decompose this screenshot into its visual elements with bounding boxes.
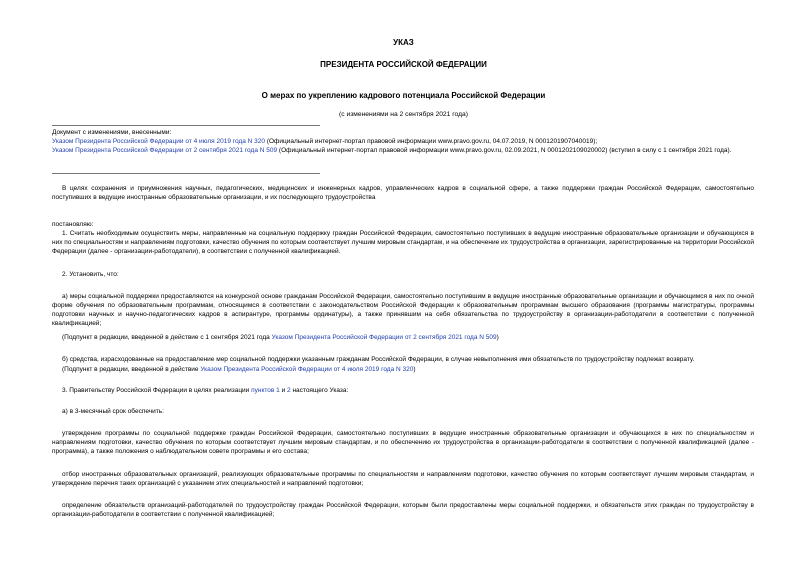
amendment-source-2: (Официальный интернет-портал правовой информации www.pravo.gov.ru, 02.09.2021, N 0001202109020002) (вступил в силу с 1 сентября 2021 года). bbox=[277, 147, 732, 154]
paragraph-1: 1. Считать необходимым осуществить меры, направленные на социальную поддержку граждан Российской Федерации, самостоятельно поступивших в ведущие иностранные образовательные организации и обучающихся в них по специальностям и направлениям подготовки, качество обучения по которым соответствует лучшим мировым стандартам, и на обеспечение их трудоустройства в организации, зарегистрированные на территории Российской Федерации (далее - организации-работодатели), в соответствии с полученной квалификацией. bbox=[52, 230, 754, 255]
amendment-link-1[interactable]: Указом Президента Российской Федерации от 4 июля 2019 года N 320 bbox=[52, 138, 266, 145]
note-2b-close: ) bbox=[413, 366, 416, 373]
amendments-intro: Документ с изменениями, внесенными: bbox=[52, 129, 172, 136]
preamble: В целях сохранения и приумножения научных, педагогических, медицинских и инженерных кадров, управленческих кадров в социальной сфере, а также поддержки граждан Российской Федерации, самостоятельно поступивших в ведущие иностранные образовательные организации, и их последующего трудоустройства bbox=[52, 185, 754, 201]
amendments-date-note: (с изменениями на 2 сентября 2021 года) bbox=[339, 111, 468, 118]
paragraph-2b: б) средства, израсходованные на предоставление мер социальной поддержки указанным гражданам Российской Федерации, в случае невыполнения ими обязательств по трудоустройству подлежат возврату. bbox=[62, 356, 695, 363]
paragraph-2b-note bbox=[62, 365, 416, 374]
note-2b-text: (Подпункт в редакции, введенной в действие bbox=[62, 366, 201, 373]
amendment-link-2[interactable]: Указом Президента Российской Федерации от 2 сентября 2021 года N 509 bbox=[52, 147, 278, 154]
issuer-title: ПРЕЗИДЕНТА РОССИЙСКОЙ ФЕДЕРАЦИИ bbox=[320, 60, 487, 69]
p3-link-point-1[interactable]: пунктов 1 bbox=[251, 387, 280, 394]
note-2a-link[interactable]: Указом Президента Российской Федерации от 2 сентября 2021 года N 509 bbox=[271, 334, 497, 341]
note-2a-text: (Подпункт в редакции, введенной в действие с 1 сентября 2021 года bbox=[62, 334, 272, 341]
paragraph-2a: а) меры социальной поддержки предоставляются на конкурсной основе гражданам Российской Федерации, самостоятельно поступившим в ведущие иностранные образовательные организации и обучающимся в них по очной форме обучения по образовательным программам, относящимся в соответствии с законодательством Российской Федерации к образовательным программам высшего образования (программы магистратуры, программы подготовки научных и научно-педагогических кадров в аспирантуре, программы ординатуры), а также принявшим на себя обязательства по трудоустройству в организации-работодатели в соответствии с полученной квалификацией; bbox=[52, 293, 754, 327]
p3-text-end: настоящего Указа: bbox=[290, 387, 349, 394]
amendment-item-2 bbox=[52, 146, 754, 155]
paragraph-3a-item-2: отбор иностранных образовательных организаций, реализующих образовательные программы по специальностям и направлениям подготовки, качество обучения по которым соответствует лучшим мировым стандартам, и утверждение перечня таких организаций с указанием этих специальностей и направлений подготовки; bbox=[52, 471, 754, 487]
paragraph-3a: а) в 3-месячный срок обеспечить: bbox=[62, 408, 164, 415]
bottom-rule bbox=[52, 173, 320, 174]
amendment-source-1: (Официальный интернет-портал правовой информации www.pravo.gov.ru, 04.07.2019, N 0001201907040019); bbox=[265, 138, 598, 145]
doc-title: О мерах по укреплению кадрового потенциала Российской Федерации bbox=[261, 91, 546, 100]
paragraph-3 bbox=[62, 386, 348, 395]
p3-text-start: 3. Правительству Российской Федерации в целях реализации bbox=[62, 387, 252, 394]
paragraph-3a-item-1: утверждение программы по социальной поддержке граждан Российской Федерации, самостоятельно поступивших в ведущие иностранные образовательные организации и обучающихся в них по специальностям и направлениям подготовки, качество обучения по которым соответствует лучшим мировым стандартам, и по обеспечению их трудоустройства в организации-работодатели в соответствии с полученной квалификацией (далее - программа), а также положения о наблюдательном совете программы и его состава; bbox=[52, 430, 754, 455]
note-2a-close: ) bbox=[496, 334, 499, 341]
amendment-item-1 bbox=[52, 137, 754, 146]
paragraph-3a-item-3: определение обязательств организаций-работодателей по трудоустройству граждан Российской Федерации, которым были предоставлены меры социальной поддержки, и обязательств этих граждан по трудоустройству в организации-работодатели в соответствии с полученной квалификацией; bbox=[52, 502, 754, 518]
p3-text-and: и bbox=[279, 387, 288, 394]
decree-word: постановляю: bbox=[52, 221, 94, 228]
top-rule bbox=[52, 125, 320, 126]
note-2b-link[interactable]: Указом Президента Российской Федерации от 4 июля 2019 года N 320 bbox=[200, 366, 414, 373]
paragraph-2a-note bbox=[62, 333, 499, 342]
doc-type-title: УКАЗ bbox=[393, 38, 414, 47]
paragraph-2: 2. Установить, что: bbox=[62, 271, 119, 278]
p3-link-point-2[interactable]: 2 bbox=[287, 387, 291, 394]
